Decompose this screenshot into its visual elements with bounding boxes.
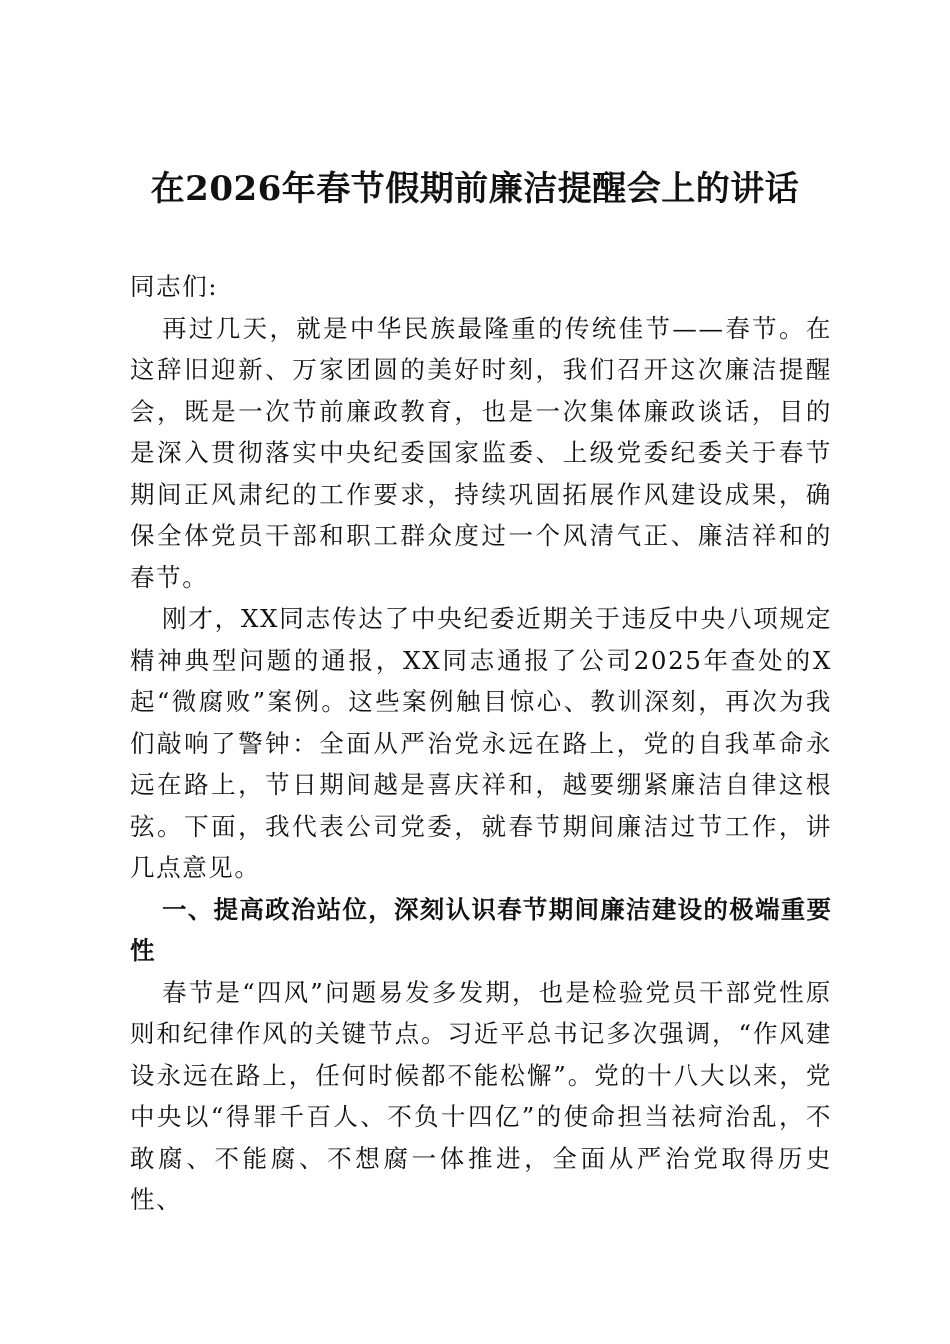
document-body	[130, 266, 832, 1221]
paragraph-case-report: 刚才，XX同志传达了中央纪委近期关于违反中央八项规定精神典型问题的通报，XX同志通报了公司2025年查处的X起“微腐败”案例。这些案例触目惊心、教训深刻，再次为我们敲响了警钟：全面从严治党永远在路上，党的自我革命永远在路上，节日期间越是喜庆祥和，越要绷紧廉洁自律这根弦。下面，我代表公司党委，就春节期间廉洁过节工作，讲几点意见。	[130, 604, 832, 882]
salutation: 同志们:	[130, 272, 219, 301]
section-heading-1: 一、提高政治站位，深刻认识春节期间廉洁建设的极端重要性	[130, 894, 832, 965]
document-title: 在2026年春节假期前廉洁提醒会上的讲话	[150, 169, 800, 209]
paragraph-intro: 再过几天，就是中华民族最隆重的传统佳节——春节。在这辞旧迎新、万家团圆的美好时刻，我们召开这次廉洁提醒会，既是一次节前廉政教育，也是一次集体廉政谈话，目的是深入贯彻落实中央纪委国家监委、上级党委纪委关于春节期间正风肃纪的工作要求，持续巩固拓展作风建设成果，确保全体党员干部和职工群众度过一个风清气正、廉洁祥和的春节。	[130, 313, 832, 592]
paragraph-section-1: 春节是“四风”问题易发多发期，也是检验党员干部党性原则和纪律作风的关键节点。习近平总书记多次强调，“作风建设永远在路上，任何时候都不能松懈”。党的十八大以来，党中央以“得罪千百人、不负十四亿”的使命担当祛疴治乱，不敢腐、不能腐、不想腐一体推进，全面从严治党取得历史性、	[130, 977, 832, 1214]
